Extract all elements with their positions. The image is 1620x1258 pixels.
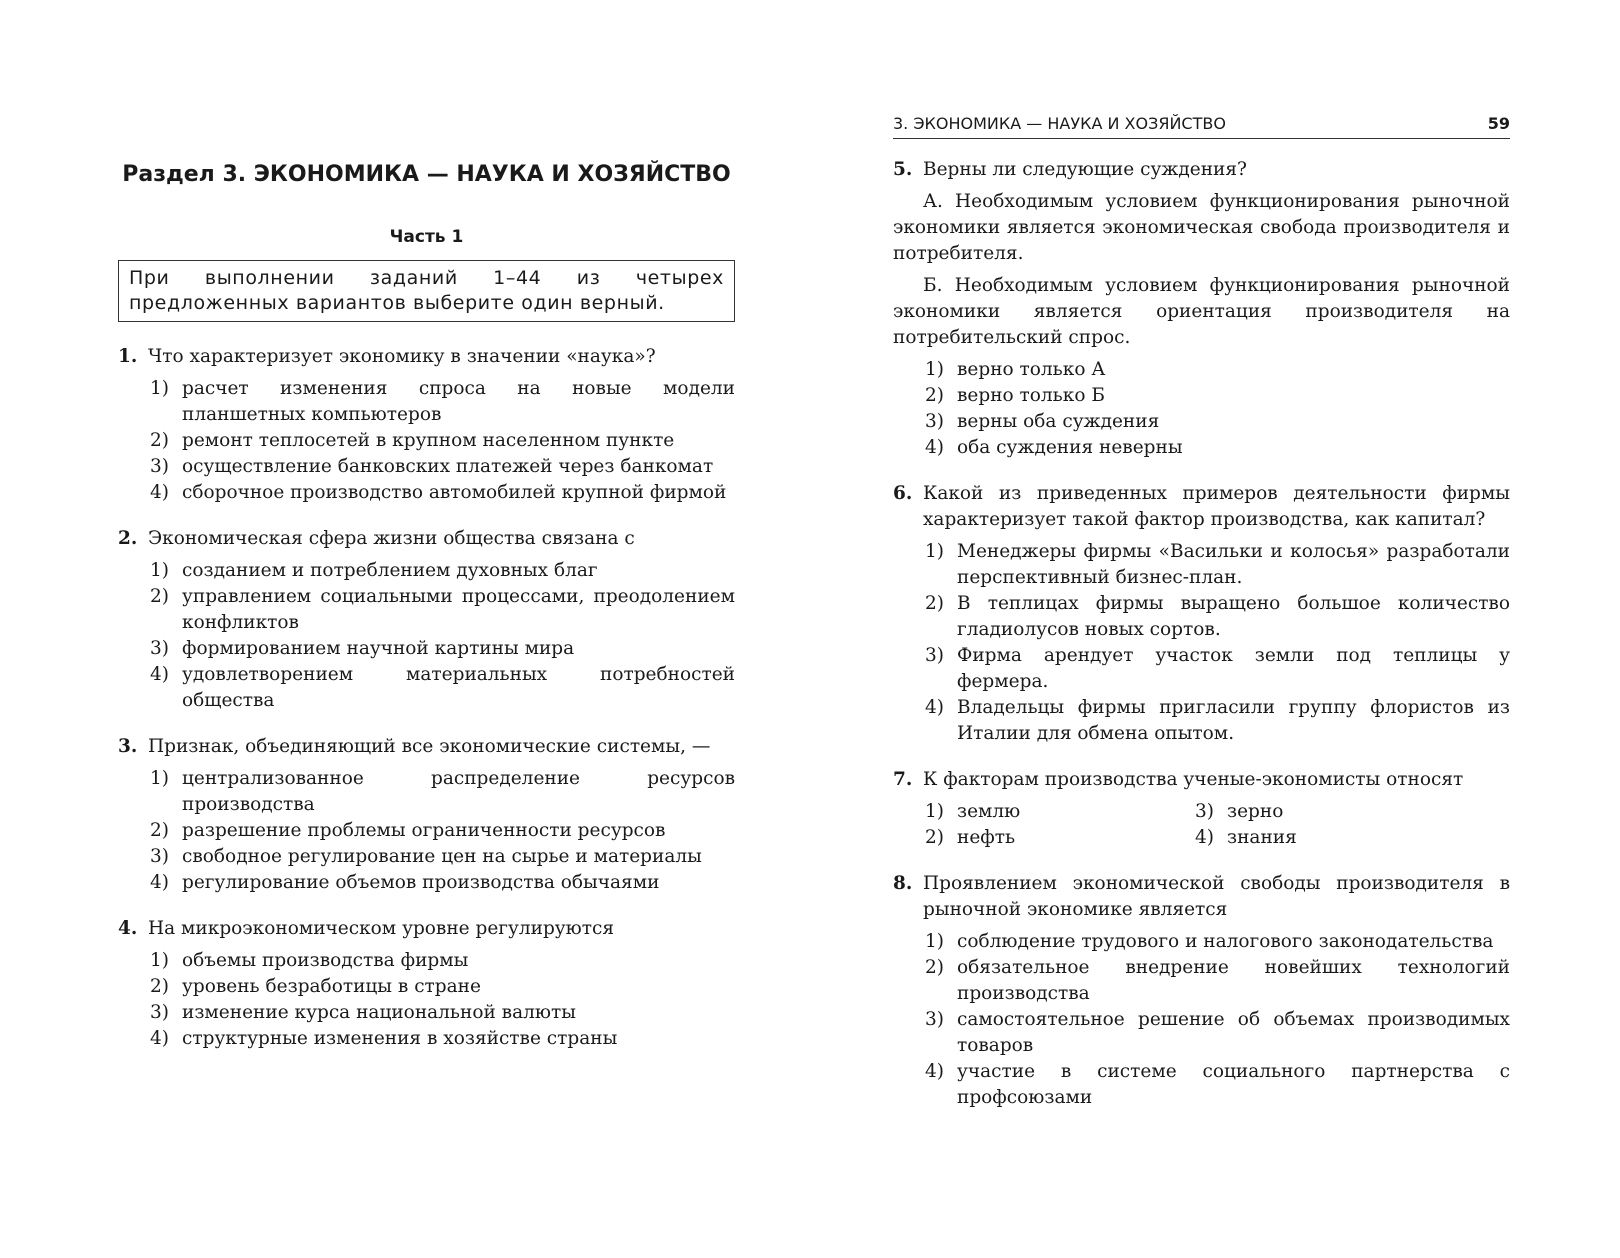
statement: А. Необходимым условием функционирования рыночной экономики является экономическая свобода производителя и потребителя.: [893, 191, 1510, 264]
question-number: 1.: [118, 346, 138, 367]
question-text: К факторам производства ученые-экономисты относят: [923, 769, 1464, 790]
option-text: оба суждения неверны: [957, 437, 1183, 458]
question: [118, 916, 735, 1052]
option-number: 4): [925, 697, 944, 718]
answer-options: [893, 929, 1510, 1111]
option-text: формированием научной картины мира: [182, 638, 575, 659]
option-number: 3): [925, 411, 944, 432]
question-text: Верны ли следующие суждения?: [923, 159, 1247, 180]
answer-option: [150, 870, 735, 896]
answer-option: [150, 948, 735, 974]
statement: Б. Необходимым условием функционирования рыночной экономики является ориентация производителя на потребительский спрос.: [893, 275, 1510, 348]
option-number: 2): [925, 593, 944, 614]
answer-option: [925, 409, 1510, 435]
option-text: регулирование объемов производства обычаями: [182, 872, 660, 893]
option-number: 4): [925, 437, 944, 458]
option-number: 2): [925, 957, 944, 978]
option-text: В теплицах фирмы выращено большое количество гладиолусов новых сортов.: [957, 593, 1510, 640]
answer-option: [150, 454, 735, 480]
option-text: управлением социальными процессами, преодолением конфликтов: [182, 586, 735, 633]
answer-option: [925, 955, 1510, 1007]
option-number: 2): [925, 385, 944, 406]
question-header: [118, 344, 735, 370]
option-number: 3): [925, 645, 944, 666]
answer-option: [150, 558, 735, 584]
option-number: 1): [150, 950, 169, 971]
option-number: 4): [150, 872, 169, 893]
option-text: сборочное производство автомобилей крупной фирмой: [182, 482, 727, 503]
option-number: 3): [150, 456, 169, 477]
answer-option: [150, 662, 735, 714]
option-number: 1): [150, 560, 169, 581]
answer-option: [925, 591, 1510, 643]
section-title: Раздел 3. ЭКОНОМИКА — НАУКА И ХОЗЯЙСТВО: [122, 162, 731, 187]
question: [893, 767, 1510, 851]
option-text: знания: [1227, 827, 1297, 848]
question-text: Какой из приведенных примеров деятельности фирмы характеризует такой фактор производства, как капитал?: [923, 483, 1510, 530]
option-text: верно только Б: [957, 385, 1105, 406]
question-header: [118, 916, 735, 942]
answer-option: [150, 480, 735, 506]
question-header: [118, 734, 735, 760]
option-number: 3): [150, 846, 169, 867]
option-text: зерно: [1227, 801, 1284, 822]
option-text: разрешение проблемы ограниченности ресурсов: [182, 820, 666, 841]
option-number: 1): [925, 359, 944, 380]
option-text: созданием и потреблением духовных благ: [182, 560, 598, 581]
answer-options: [118, 558, 735, 714]
answer-option: [150, 636, 735, 662]
running-head: [893, 112, 1510, 139]
option-text: ремонт теплосетей в крупном населенном пункте: [182, 430, 675, 451]
question: [893, 157, 1510, 461]
question-header: [893, 871, 1510, 923]
option-text: участие в системе социального партнерства с профсоюзами: [957, 1061, 1510, 1108]
answer-option: [925, 1007, 1510, 1059]
option-text: верны оба суждения: [957, 411, 1160, 432]
question-text: Что характеризует экономику в значении «наука»?: [148, 346, 656, 367]
question: [118, 734, 735, 896]
option-text: соблюдение трудового и налогового законодательства: [957, 931, 1494, 952]
option-number: 1): [925, 801, 944, 822]
part-title: Часть 1: [389, 227, 464, 247]
answer-option: [1195, 799, 1510, 825]
answer-options: [118, 948, 735, 1052]
answer-options: [118, 376, 735, 506]
option-number: 4): [150, 1028, 169, 1049]
option-number: 1): [925, 931, 944, 952]
answer-option: [150, 376, 735, 428]
option-text: структурные изменения в хозяйстве страны: [182, 1028, 618, 1049]
answer-option: [150, 1000, 735, 1026]
option-text: централизованное распределение ресурсов производства: [182, 768, 735, 815]
left-page: [118, 150, 735, 1072]
question-text: Экономическая сфера жизни общества связана с: [148, 528, 635, 549]
question: [118, 526, 735, 714]
answer-option: [150, 766, 735, 818]
question-header: [893, 157, 1510, 183]
option-number: 3): [150, 638, 169, 659]
option-number: 2): [150, 586, 169, 607]
answer-option: [925, 1059, 1510, 1111]
question-number: 7.: [893, 769, 913, 790]
option-text: самостоятельное решение об объемах производимых товаров: [957, 1009, 1510, 1056]
answer-options: [118, 766, 735, 896]
option-text: осуществление банковских платежей через банкомат: [182, 456, 714, 477]
option-text: объемы производства фирмы: [182, 950, 469, 971]
question-number: 2.: [118, 528, 138, 549]
answer-option: [925, 383, 1510, 409]
answer-options: [893, 357, 1510, 461]
option-number: 1): [150, 378, 169, 399]
option-number: 2): [150, 976, 169, 997]
option-number: 2): [150, 820, 169, 841]
answer-option: [150, 844, 735, 870]
answer-option: [1195, 825, 1510, 851]
answer-option: [925, 643, 1510, 695]
option-number: 4): [1195, 827, 1214, 848]
answer-options: [893, 539, 1510, 747]
answer-option: [925, 929, 1510, 955]
option-number: 2): [150, 430, 169, 451]
option-text: свободное регулирование цен на сырье и материалы: [182, 846, 702, 867]
question-number: 5.: [893, 159, 913, 180]
answer-option: [150, 428, 735, 454]
option-number: 3): [925, 1009, 944, 1030]
option-text: Фирма арендует участок земли под теплицы у фермера.: [957, 645, 1510, 692]
question: [893, 871, 1510, 1111]
option-number: 1): [925, 541, 944, 562]
question-header: [893, 481, 1510, 533]
question-text: Проявлением экономической свободы производителя в рыночной экономике является: [923, 873, 1510, 920]
answer-option: [150, 584, 735, 636]
question: [118, 344, 735, 506]
answer-option: [925, 357, 1510, 383]
option-text: удовлетворением материальных потребностей общества: [182, 664, 735, 711]
option-text: расчет изменения спроса на новые модели планшетных компьютеров: [182, 378, 735, 425]
question-text: На микроэкономическом уровне регулируются: [148, 918, 615, 939]
question-list: [118, 344, 735, 1052]
option-text: нефть: [957, 827, 1016, 848]
option-text: землю: [957, 801, 1021, 822]
question-header: [893, 767, 1510, 793]
question-text: Признак, объединяющий все экономические системы, —: [148, 736, 711, 757]
question-number: 4.: [118, 918, 138, 939]
option-text: Владельцы фирмы пригласили группу флористов из Италии для обмена опытом.: [957, 697, 1510, 744]
question-number: 6.: [893, 483, 913, 504]
answer-options: [893, 799, 1510, 851]
option-number: 4): [150, 664, 169, 685]
running-head-title: 3. ЭКОНОМИКА — НАУКА И ХОЗЯЙСТВО: [893, 114, 1226, 133]
answer-option: [925, 799, 1195, 825]
option-text: уровень безработицы в стране: [182, 976, 481, 997]
answer-option: [925, 539, 1510, 591]
option-number: 1): [150, 768, 169, 789]
option-text: верно только А: [957, 359, 1106, 380]
option-number: 3): [150, 1002, 169, 1023]
option-text: изменение курса национальной валюты: [182, 1002, 576, 1023]
option-text: обязательное внедрение новейших технологий производства: [957, 957, 1510, 1004]
answer-option: [150, 974, 735, 1000]
instruction-box: При выполнении заданий 1–44 из четырех предложенных вариантов выберите один верный.: [118, 260, 735, 322]
option-text: Менеджеры фирмы «Васильки и колосья» разработали перспективный бизнес-план.: [957, 541, 1510, 588]
option-number: 4): [925, 1061, 944, 1082]
question-list: [893, 157, 1510, 1111]
question-number: 8.: [893, 873, 913, 894]
option-number: 4): [150, 482, 169, 503]
option-number: 3): [1195, 801, 1214, 822]
page-number: 59: [1487, 114, 1510, 133]
question-header: [118, 526, 735, 552]
answer-option: [925, 435, 1510, 461]
answer-option: [925, 825, 1195, 851]
answer-option: [150, 818, 735, 844]
question: [893, 481, 1510, 747]
question-number: 3.: [118, 736, 138, 757]
option-number: 2): [925, 827, 944, 848]
right-page: [893, 112, 1510, 1131]
answer-option: [925, 695, 1510, 747]
answer-option: [150, 1026, 735, 1052]
